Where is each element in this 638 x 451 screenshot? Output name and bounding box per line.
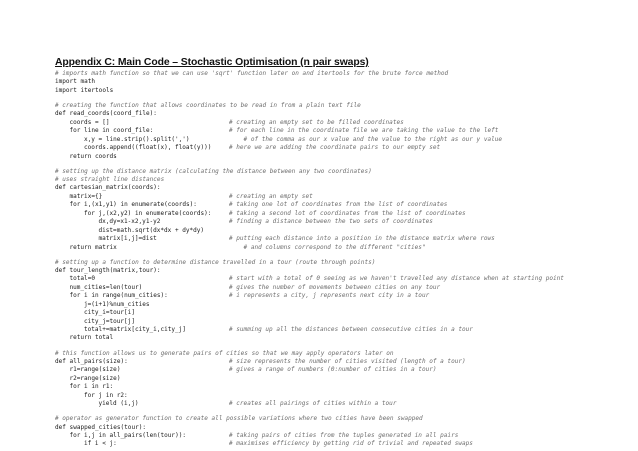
- code-line: [55, 244, 635, 252]
- code-text: yield (i,j): [98, 400, 139, 408]
- code-text: def read_coords(coord_file):: [55, 110, 157, 118]
- code-line: [55, 227, 635, 235]
- inline-comment: # finding a distance between the two sets of coordinates: [229, 218, 433, 226]
- code-line: [55, 136, 635, 144]
- code-text: dist=math.sqrt(dx*dx + dy*dy): [98, 226, 205, 234]
- code-line: [55, 392, 635, 400]
- code-line: [55, 127, 635, 135]
- code-comment: # uses straight line distances: [55, 176, 165, 183]
- code-line: [55, 440, 635, 448]
- code-comment: # creating the function that allows coordinates to be read in from a plain text file: [55, 101, 361, 109]
- code-line: [55, 252, 635, 259]
- code-text: coords.append((float(x), float(y))): [84, 144, 212, 152]
- inline-comment: # putting each distance into a position in the distance matrix where rows: [229, 235, 495, 243]
- code-text: def swapped_cities(tour):: [55, 423, 147, 431]
- code-text: def all_pairs(size):: [55, 357, 128, 365]
- code-text: return total: [69, 334, 114, 342]
- inline-comment: # gives a range of numbers (0:number of cities in a tour): [229, 366, 437, 374]
- code-text: matrix[i,j]=dist: [98, 235, 157, 243]
- code-line: [55, 95, 635, 102]
- inline-comment: # summing up all the distances between consecutive cities in a tour: [229, 326, 473, 334]
- code-line: [55, 184, 635, 192]
- inline-comment: # and columns correspond to the different "cities": [229, 243, 426, 251]
- inline-comment: # maximises efficiency by getting rid of trivial and repeated swaps: [229, 440, 473, 448]
- inline-comment: # taking a second lot of coordinates from the list of coordinates: [229, 209, 466, 217]
- inline-comment: # start with a total of 0 seeing as we haven't travelled any distance when at starting point: [229, 275, 564, 283]
- code-text: for j,(x2,y2) in enumerate(coords):: [84, 209, 212, 217]
- inline-comment: # of the comma as our x value and the value to the right as our y value: [229, 135, 503, 143]
- code-line: [55, 326, 635, 334]
- code-text: matrix={}: [69, 192, 103, 200]
- inline-comment: # here we are adding the coordinate pairs to our empty set: [229, 144, 441, 152]
- code-line: [55, 259, 635, 267]
- code-line: [55, 343, 635, 350]
- inline-comment: # creating an empty set to be filled coordinates: [229, 118, 404, 126]
- code-text: def tour_length(matrix,tour):: [55, 266, 161, 274]
- code-line: [55, 87, 635, 95]
- code-text: return coords: [69, 152, 117, 160]
- code-line: [55, 383, 635, 391]
- code-text: def cartesian_matrix(coords):: [55, 184, 161, 192]
- code-text: num_cities=len(tour): [69, 283, 143, 291]
- code-line: [55, 176, 635, 184]
- code-line: [55, 161, 635, 168]
- code-line: [55, 144, 635, 152]
- code-text: city_j=tour[j]: [84, 317, 135, 325]
- code-comment: # operator as generator function to create all possible variations where two cities have been swapped: [55, 415, 423, 423]
- code-line: [55, 78, 635, 86]
- code-line: [55, 70, 635, 78]
- code-text: import itertools: [55, 86, 114, 94]
- code-text: return matrix: [69, 243, 117, 251]
- inline-comment: # taking one lot of coordinates from the list of coordinates: [229, 201, 448, 209]
- code-line: [55, 350, 635, 358]
- code-line: [55, 102, 635, 110]
- code-text: coords = []: [69, 118, 110, 126]
- code-text: city_i=tour[i]: [84, 309, 135, 317]
- code-text: total+=matrix[city_i,city_j]: [84, 326, 186, 334]
- code-text: r2=range(size): [69, 374, 121, 382]
- appendix-heading: Appendix C: Main Code – Stochastic Optimisation (n pair swaps): [55, 57, 369, 68]
- code-comment: # setting up a function to determine distance travelled in a tour (route through points): [55, 258, 376, 266]
- code-text: j=(i+1)%num_cities: [84, 300, 150, 308]
- code-text: import math: [55, 78, 96, 86]
- code-line: [55, 210, 635, 218]
- inline-comment: # taking pairs of cities from the tuples generated in all pairs: [229, 432, 459, 440]
- code-text: for i,j in all_pairs(len(tour)):: [69, 432, 186, 440]
- code-line: [55, 400, 635, 408]
- code-text: x,y = line.strip().split(','): [84, 135, 190, 143]
- code-line: [55, 375, 635, 383]
- code-text: for j in r2:: [84, 391, 128, 399]
- code-line: [55, 415, 635, 423]
- code-line: [55, 334, 635, 342]
- inline-comment: # for each line in the coordinate file we are taking the value to the left: [229, 127, 499, 135]
- inline-comment: # size represents the number of cities visited (length of a tour): [229, 357, 466, 365]
- code-line: [55, 218, 635, 226]
- code-text: for i in range(num_cities):: [69, 292, 168, 300]
- code-line: [55, 201, 635, 209]
- code-comment: # this function allows us to generate pairs of cities so that we may apply operators later on: [55, 349, 394, 357]
- code-line: [55, 309, 635, 317]
- code-line: [55, 153, 635, 161]
- code-line: [55, 366, 635, 374]
- code-text: if i < j:: [84, 440, 117, 448]
- code-comment: # setting up the distance matrix (calculating the distance between any two coordinates): [55, 167, 372, 175]
- inline-comment: # creating an empty set: [229, 192, 313, 200]
- code-line: [55, 292, 635, 300]
- code-text: r1=range(size): [69, 366, 121, 374]
- code-text: for line in coord_file:: [69, 127, 154, 135]
- inline-comment: # creates all pairings of cities within a tour: [229, 400, 397, 408]
- code-text: for i,(x1,y1) in enumerate(coords):: [69, 201, 197, 209]
- inline-comment: # gives the number of movements between cities on any tour: [229, 283, 441, 291]
- code-line: [55, 168, 635, 176]
- code-line: [55, 235, 635, 243]
- inline-comment: # i represents a city, j represents next city in a tour: [229, 292, 430, 300]
- code-line: [55, 301, 635, 309]
- code-text: for i in r1:: [69, 383, 114, 391]
- code-line: [55, 275, 635, 283]
- code-text: dx,dy=x1-x2,y1-y2: [98, 218, 161, 226]
- code-listing: [55, 70, 635, 449]
- code-text: total=0: [69, 275, 95, 283]
- code-line: [55, 119, 635, 127]
- code-line: [55, 318, 635, 326]
- code-line: [55, 424, 635, 432]
- code-line: [55, 110, 635, 118]
- code-comment: # imports math function so that we can use 'sqrt' function later on and itertools for the brute force method: [55, 70, 449, 77]
